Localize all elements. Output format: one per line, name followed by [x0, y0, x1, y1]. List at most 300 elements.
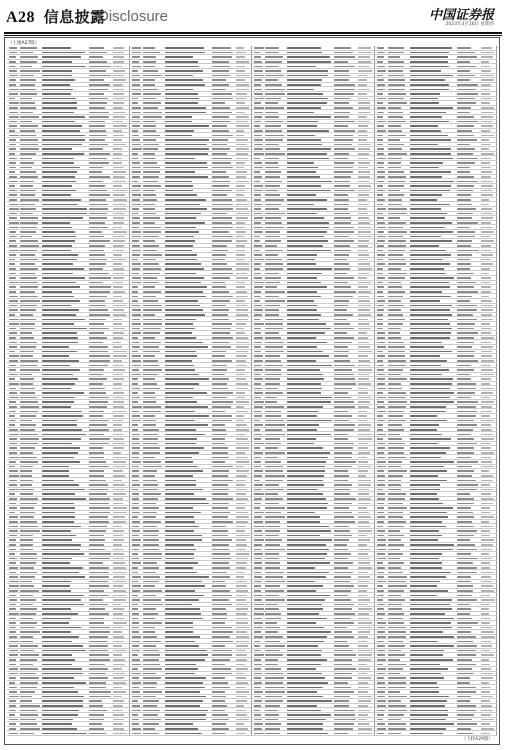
table-cell	[410, 618, 454, 620]
table-cell	[42, 659, 75, 661]
table-cell	[89, 250, 104, 252]
table-cell	[334, 319, 347, 321]
table-cell	[132, 443, 141, 445]
table-cell	[377, 75, 384, 77]
table-cell	[165, 714, 206, 716]
table-cell	[143, 171, 161, 173]
table-cell	[42, 397, 75, 399]
table-cell	[132, 705, 141, 707]
table-cell	[42, 645, 83, 647]
table-cell	[481, 250, 492, 252]
table-cell	[236, 309, 248, 311]
table-cell	[388, 291, 405, 293]
table-cell	[9, 526, 18, 528]
table-cell	[377, 618, 383, 620]
table-cell	[165, 158, 195, 160]
table-cell	[42, 728, 77, 730]
table-cell	[254, 438, 261, 440]
table-cell	[89, 641, 107, 643]
table-cell	[42, 590, 71, 592]
table-cell	[254, 296, 261, 298]
table-cell	[377, 429, 384, 431]
table-cell	[254, 668, 261, 670]
table-cell	[287, 130, 329, 132]
table-cell	[388, 562, 404, 564]
table-cell	[42, 351, 77, 353]
table-cell	[481, 374, 495, 376]
table-cell	[287, 231, 327, 233]
table-cell	[334, 452, 352, 454]
table-cell	[410, 282, 449, 284]
table-cell	[165, 70, 204, 72]
table-cell	[89, 277, 111, 279]
table-cell	[20, 369, 40, 371]
table-cell	[287, 84, 321, 86]
table-cell	[334, 434, 348, 436]
table-cell	[20, 176, 38, 178]
table-cell	[212, 641, 233, 643]
table-cell	[377, 144, 383, 146]
table-cell	[457, 415, 477, 417]
table-cell	[9, 125, 17, 127]
table-cell	[377, 277, 386, 279]
table-cell	[212, 595, 233, 597]
table-cell	[410, 397, 451, 399]
table-cell	[42, 512, 75, 514]
table-cell	[113, 567, 126, 569]
table-cell	[165, 199, 207, 201]
table-cell	[132, 668, 139, 670]
table-cell	[254, 728, 262, 730]
table-cell	[358, 470, 368, 472]
table-cell	[287, 153, 327, 155]
table-cell	[212, 406, 231, 408]
table-cell	[165, 521, 196, 523]
table-cell	[481, 240, 494, 242]
table-cell	[254, 627, 263, 629]
table-cell	[287, 300, 314, 302]
table-cell	[410, 677, 444, 679]
table-cell	[377, 56, 384, 58]
table-cell	[212, 627, 232, 629]
table-cell	[334, 139, 353, 141]
table-cell	[143, 489, 159, 491]
table-cell	[212, 645, 226, 647]
table-cell	[143, 346, 159, 348]
table-cell	[89, 700, 102, 702]
table-cell	[132, 498, 140, 500]
table-cell	[410, 231, 453, 233]
table-cell	[457, 153, 473, 155]
table-cell	[377, 332, 385, 334]
table-cell	[42, 576, 85, 578]
table-cell	[113, 383, 122, 385]
table-cell	[165, 286, 208, 288]
table-cell	[254, 176, 262, 178]
table-cell	[457, 222, 478, 224]
table-cell	[334, 240, 354, 242]
table-cell	[236, 613, 247, 615]
table-cell	[377, 590, 385, 592]
table-cell	[254, 535, 263, 537]
table-cell	[265, 378, 280, 380]
table-cell	[334, 116, 349, 118]
table-cell	[377, 346, 387, 348]
table-cell	[358, 682, 368, 684]
table-cell	[287, 392, 321, 394]
table-cell	[265, 158, 279, 160]
table-cell	[89, 493, 107, 495]
table-cell	[358, 636, 368, 638]
table-cell	[20, 47, 37, 49]
table-cell	[236, 512, 249, 514]
table-cell	[287, 181, 332, 183]
table-cell	[334, 723, 354, 725]
table-cell	[113, 332, 124, 334]
table-cell	[388, 457, 406, 459]
table-cell	[42, 89, 73, 91]
table-cell	[20, 259, 38, 261]
table-cell	[334, 406, 355, 408]
table-cell	[113, 733, 127, 735]
table-cell	[481, 204, 489, 206]
table-cell	[265, 204, 281, 206]
table-cell	[388, 98, 404, 100]
table-cell	[9, 167, 16, 169]
table-cell	[358, 273, 369, 275]
table-cell	[481, 135, 494, 137]
table-cell	[165, 66, 200, 68]
table-cell	[377, 273, 384, 275]
table-cell	[212, 176, 229, 178]
table-row	[252, 731, 375, 736]
table-cell	[410, 374, 443, 376]
table-cell	[9, 641, 19, 643]
table-cell	[143, 360, 158, 362]
table-cell	[165, 116, 192, 118]
table-cell	[143, 309, 163, 311]
table-cell	[388, 194, 405, 196]
table-cell	[287, 342, 327, 344]
table-cell	[89, 194, 110, 196]
table-cell	[165, 590, 195, 592]
table-cell	[287, 383, 321, 385]
table-cell	[254, 705, 261, 707]
table-cell	[113, 415, 124, 417]
table-cell	[9, 608, 16, 610]
table-cell	[265, 314, 279, 316]
table-cell	[143, 530, 160, 532]
table-cell	[42, 319, 85, 321]
table-cell	[410, 342, 442, 344]
table-cell	[9, 553, 15, 555]
table-cell	[113, 452, 121, 454]
table-cell	[132, 227, 140, 229]
table-cell	[42, 618, 71, 620]
table-cell	[212, 365, 228, 367]
table-cell	[236, 590, 248, 592]
table-cell	[388, 213, 407, 215]
table-cell	[287, 263, 316, 265]
table-cell	[113, 503, 123, 505]
table-cell	[9, 360, 18, 362]
table-cell	[113, 677, 124, 679]
table-cell	[89, 89, 108, 91]
table-cell	[410, 714, 449, 716]
table-cell	[287, 687, 323, 689]
table-cell	[113, 636, 124, 638]
table-cell	[377, 645, 385, 647]
table-cell	[358, 420, 367, 422]
table-cell	[287, 199, 327, 201]
table-cell	[143, 457, 155, 459]
table-cell	[236, 222, 245, 224]
table-cell	[287, 323, 326, 325]
table-cell	[236, 710, 246, 712]
table-cell	[377, 139, 383, 141]
table-cell	[265, 139, 283, 141]
table-cell	[287, 710, 321, 712]
table-cell	[89, 323, 104, 325]
table-cell	[334, 337, 354, 339]
table-cell	[410, 355, 441, 357]
table-cell	[358, 438, 372, 440]
table-cell	[89, 470, 104, 472]
table-cell	[481, 388, 495, 390]
table-cell	[113, 116, 125, 118]
table-cell	[20, 572, 37, 574]
table-cell	[377, 296, 385, 298]
table-cell	[410, 392, 455, 394]
table-cell	[89, 650, 108, 652]
table-cell	[89, 254, 105, 256]
table-cell	[113, 139, 122, 141]
table-cell	[334, 144, 352, 146]
table-cell	[113, 388, 122, 390]
table-cell	[20, 613, 36, 615]
table-cell	[165, 121, 192, 123]
table-cell	[254, 231, 263, 233]
table-cell	[143, 484, 158, 486]
table-cell	[457, 466, 473, 468]
table-cell	[132, 365, 141, 367]
table-cell	[265, 401, 277, 403]
table-cell	[89, 544, 104, 546]
table-cell	[481, 457, 492, 459]
table-cell	[481, 719, 494, 721]
table-cell	[358, 728, 372, 730]
table-cell	[42, 231, 75, 233]
table-cell	[481, 530, 491, 532]
table-cell	[165, 130, 195, 132]
table-cell	[236, 461, 250, 463]
masthead-rule-thick	[4, 32, 502, 34]
table-cell	[20, 567, 34, 569]
table-cell	[143, 535, 158, 537]
table-cell	[236, 319, 248, 321]
table-cell	[388, 613, 404, 615]
table-cell	[287, 346, 317, 348]
table-cell	[89, 135, 107, 137]
table-cell	[212, 222, 232, 224]
table-cell	[457, 659, 472, 661]
table-cell	[20, 401, 38, 403]
table-cell	[388, 121, 407, 123]
table-cell	[410, 227, 446, 229]
table-cell	[236, 599, 247, 601]
table-cell	[358, 507, 367, 509]
table-cell	[254, 139, 263, 141]
table-cell	[236, 254, 245, 256]
table-cell	[132, 406, 142, 408]
table-cell	[457, 305, 478, 307]
table-cell	[20, 282, 38, 284]
table-cell	[165, 319, 197, 321]
table-cell	[143, 66, 155, 68]
table-cell	[9, 121, 17, 123]
table-cell	[481, 604, 491, 606]
table-cell	[236, 84, 250, 86]
table-cell	[9, 208, 19, 210]
table-cell	[132, 535, 139, 537]
table-cell	[481, 227, 493, 229]
table-cell	[212, 337, 234, 339]
table-cell	[9, 47, 17, 49]
table-cell	[377, 213, 384, 215]
table-cell	[143, 599, 161, 601]
table-cell	[20, 328, 35, 330]
table-cell	[388, 93, 406, 95]
table-cell	[132, 429, 139, 431]
table-cell	[254, 677, 261, 679]
table-cell	[388, 56, 401, 58]
table-cell	[9, 696, 19, 698]
table-cell	[165, 314, 206, 316]
table-cell	[20, 70, 40, 72]
table-cell	[481, 700, 491, 702]
table-cell	[89, 461, 106, 463]
table-cell	[334, 415, 352, 417]
table-cell	[113, 673, 125, 675]
table-cell	[334, 351, 349, 353]
table-cell	[212, 369, 228, 371]
table-cell	[212, 493, 228, 495]
table-cell	[388, 236, 403, 238]
table-cell	[287, 636, 327, 638]
table-cell	[20, 148, 39, 150]
table-cell	[42, 70, 72, 72]
table-cell	[9, 512, 15, 514]
table-cell	[9, 719, 18, 721]
table-cell	[113, 553, 124, 555]
table-cell	[113, 539, 124, 541]
table-cell	[254, 539, 264, 541]
table-cell	[287, 539, 332, 541]
table-cell	[388, 714, 404, 716]
table-cell	[236, 296, 248, 298]
table-cell	[42, 516, 75, 518]
table-cell	[410, 365, 442, 367]
table-cell	[89, 227, 108, 229]
table-cell	[113, 374, 123, 376]
table-cell	[481, 664, 490, 666]
table-cell	[143, 296, 156, 298]
table-cell	[334, 158, 348, 160]
table-cell	[334, 544, 347, 546]
table-cell	[481, 328, 492, 330]
table-cell	[89, 645, 108, 647]
table-cell	[358, 323, 369, 325]
table-cell	[42, 507, 75, 509]
table-cell	[132, 204, 142, 206]
table-cell	[481, 153, 495, 155]
table-cell	[89, 503, 109, 505]
table-cell	[377, 388, 386, 390]
table-cell	[132, 512, 141, 514]
table-cell	[358, 710, 370, 712]
table-cell	[132, 562, 142, 564]
table-cell	[287, 420, 332, 422]
table-cell	[20, 420, 32, 422]
table-cell	[377, 194, 383, 196]
table-cell	[165, 530, 194, 532]
table-cell	[287, 682, 328, 684]
table-cell	[20, 539, 33, 541]
table-cell	[334, 521, 355, 523]
table-cell	[9, 365, 16, 367]
table-cell	[254, 351, 261, 353]
table-cell	[89, 562, 103, 564]
table-cell	[334, 153, 349, 155]
table-cell	[265, 217, 281, 219]
table-cell	[89, 93, 104, 95]
table-cell	[132, 273, 139, 275]
table-cell	[481, 236, 492, 238]
table-cell	[287, 595, 330, 597]
table-cell	[236, 282, 245, 284]
table-cell	[42, 148, 72, 150]
table-cell	[132, 489, 139, 491]
table-cell	[254, 434, 262, 436]
table-cell	[410, 576, 446, 578]
table-cell	[358, 282, 371, 284]
table-cell	[377, 595, 384, 597]
table-cell	[165, 595, 205, 597]
table-cell	[254, 102, 261, 104]
table-cell	[265, 581, 285, 583]
table-cell	[265, 236, 280, 238]
table-cell	[42, 309, 79, 311]
table-cell	[481, 93, 490, 95]
table-cell	[481, 171, 492, 173]
table-cell	[9, 668, 18, 670]
table-cell	[377, 369, 384, 371]
table-cell	[9, 618, 16, 620]
table-cell	[236, 480, 247, 482]
table-cell	[212, 199, 232, 201]
table-cell	[410, 102, 440, 104]
table-cell	[9, 323, 19, 325]
table-cell	[358, 429, 370, 431]
table-cell	[287, 314, 321, 316]
table-cell	[20, 733, 34, 735]
table-cell	[9, 595, 16, 597]
table-cell	[265, 438, 280, 440]
table-cell	[143, 493, 161, 495]
table-cell	[143, 710, 160, 712]
table-cell	[42, 392, 84, 394]
table-cell	[236, 314, 249, 316]
